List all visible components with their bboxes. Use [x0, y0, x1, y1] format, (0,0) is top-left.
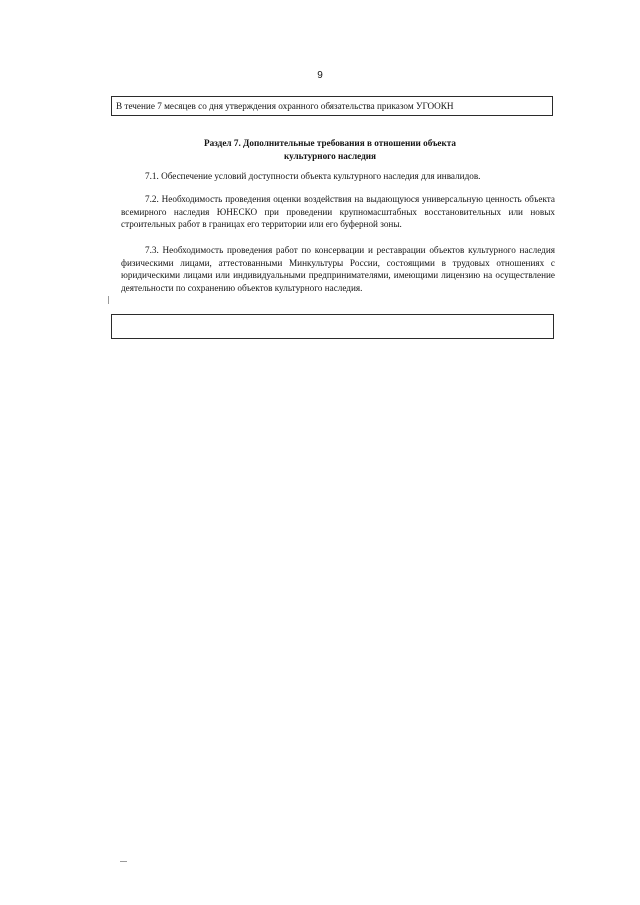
empty-bordered-box — [111, 314, 554, 339]
page-number: 9 — [317, 70, 323, 81]
section-title-line-1: Раздел 7. Дополнительные требования в отношении объекта — [203, 138, 457, 148]
scan-artifact-mark — [120, 861, 127, 862]
deadline-text: В течение 7 месяцев со дня утверждения охранного обязательства приказом УГООКН — [116, 101, 454, 111]
deadline-box — [111, 96, 553, 116]
section-title — [170, 137, 490, 163]
section-title-line-2: культурного наследия — [284, 151, 376, 161]
paragraph-7-3: 7.3. Необходимость проведения работ по консервации и реставрации объектов культурного наследия физическими лицами, аттестованными Минкультуры России, состоящими в трудовых отношениях с юридическими лицами или индивидуальными предпринимателями, имеющими лицензию на осуществление деятельности по сохранению объектов культурного наследия. — [121, 245, 555, 293]
margin-mark — [108, 296, 109, 304]
paragraph-7-2: 7.2. Необходимость проведения оценки воздействия на выдающуюся универсальную ценность объекта всемирного наследия ЮНЕСКО при проведении крупномасштабных восстановительных или новых строительных работ в границах его территории или его буферной зоны. — [121, 194, 555, 229]
paragraph-7-1: 7.1. Обеспечение условий доступности объекта культурного наследия для инвалидов. — [145, 171, 481, 181]
